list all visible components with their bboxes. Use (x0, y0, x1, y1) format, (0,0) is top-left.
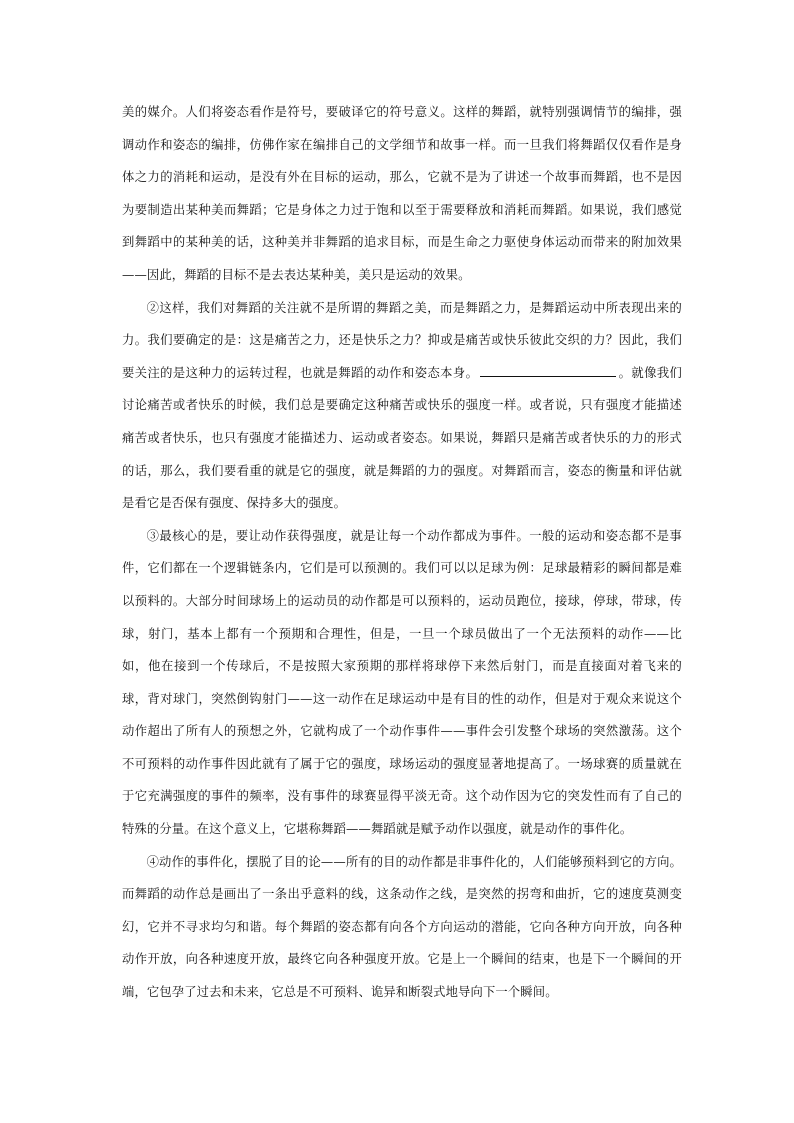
paragraph-2-text-after-blank: 。就像我们讨论痛苦或者快乐的时候，我们总是要确定这种痛苦或快乐的强度一样。或者说，只有强度才能描述痛苦或者快乐，也只有强度才能描述力、运动或者姿态。如果说，舞蹈只是痛苦或者快乐的力的形式的话，那么，我们要看重的就是它的强度，就是舞蹈的力的强度。对舞蹈而言，姿态的衡量和评估就是看它是否保有强度、保持多大的强度。 (122, 365, 682, 511)
paragraph-3: ③最核心的是，要让动作获得强度，就是让每一个动作都成为事件。一般的运动和姿态都不是事件，它们都在一个逻辑链条内，它们是可以预测的。我们可以以足球为例：足球最精彩的瞬间都是难以预料的。大部分时间球场上的运动员的动作都是可以预料的，运动员跑位，接球，停球，带球，传球，射门，基本上都有一个预期和合理性，但是，一旦一个球员做出了一个无法预料的动作——比如，他在接到一个传球后，不是按照大家预期的那样将球停下来然后射门，而是直接面对着飞来的球，背对球门，突然倒钩射门——这一动作在足球运动中是有目的性的动作，但是对于观众来说这个动作超出了所有人的预想之外，它就构成了一个动作事件——事件会引发整个球场的突然激荡。这个不可预料的动作事件因此就有了属于它的强度，球场运动的强度显著地提高了。一场球赛的质量就在于它充满强度的事件的频率，没有事件的球赛显得平淡无奇。这个动作因为它的突发性而有了自己的特殊的分量。在这个意义上，它堪称舞蹈——舞蹈就是赋予动作以强度，就是动作的事件化。 (122, 528, 682, 837)
paragraph-2-text-before-blank: ②这样，我们对舞蹈的关注就不是所谓的舞蹈之美，而是舞蹈之力，是舞蹈运动中所表现出来的力。我们要确定的是：这是痛苦之力，还是快乐之力？抑或是痛苦或快乐彼此交织的力？因此，我们要关注的是这种力的运转过程，也就是舞蹈的动作和姿态本身。 (122, 300, 682, 380)
paragraph-2 (122, 292, 682, 520)
paragraph-1-continued: 美的媒介。人们将姿态看作是符号，要破译它的符号意义。这样的舞蹈，就特别强调情节的编排，强调动作和姿态的编排，仿佛作家在编排自己的文学细节和故事一样。而一旦我们将舞蹈仅仅看作是身体之力的消耗和运动，是没有外在目标的运动，那么，它就不是为了讲述一个故事而舞蹈，也不是因为要制造出某种美而舞蹈；它是身体之力过于饱和以至于需要释放和消耗而舞蹈。如果说，我们感觉到舞蹈中的某种美的话，这种美并非舞蹈的追求目标，而是生命之力驱使身体运动而带来的附加效果——因此，舞蹈的目标不是去表达某种美，美只是运动的效果。 (122, 105, 682, 282)
paragraph-4: ④动作的事件化，摆脱了目的论——所有的目的动作都是非事件化的，人们能够预料到它的方向。而舞蹈的动作总是画出了一条出乎意料的线，这条动作之线，是突然的拐弯和曲折，它的速度莫测变幻，它并不寻求均匀和谐。每个舞蹈的姿态都有向各个方向运动的潜能，它向各种方向开放，向各种动作开放，向各种速度开放，最终它向各种强度开放。它是上一个瞬间的结束，也是下一个瞬间的开端，它包孕了过去和未来，它总是不可预料、诡异和断裂式地导向下一个瞬间。 (122, 854, 682, 1000)
fill-in-blank (480, 375, 616, 377)
document-page (122, 96, 682, 1009)
